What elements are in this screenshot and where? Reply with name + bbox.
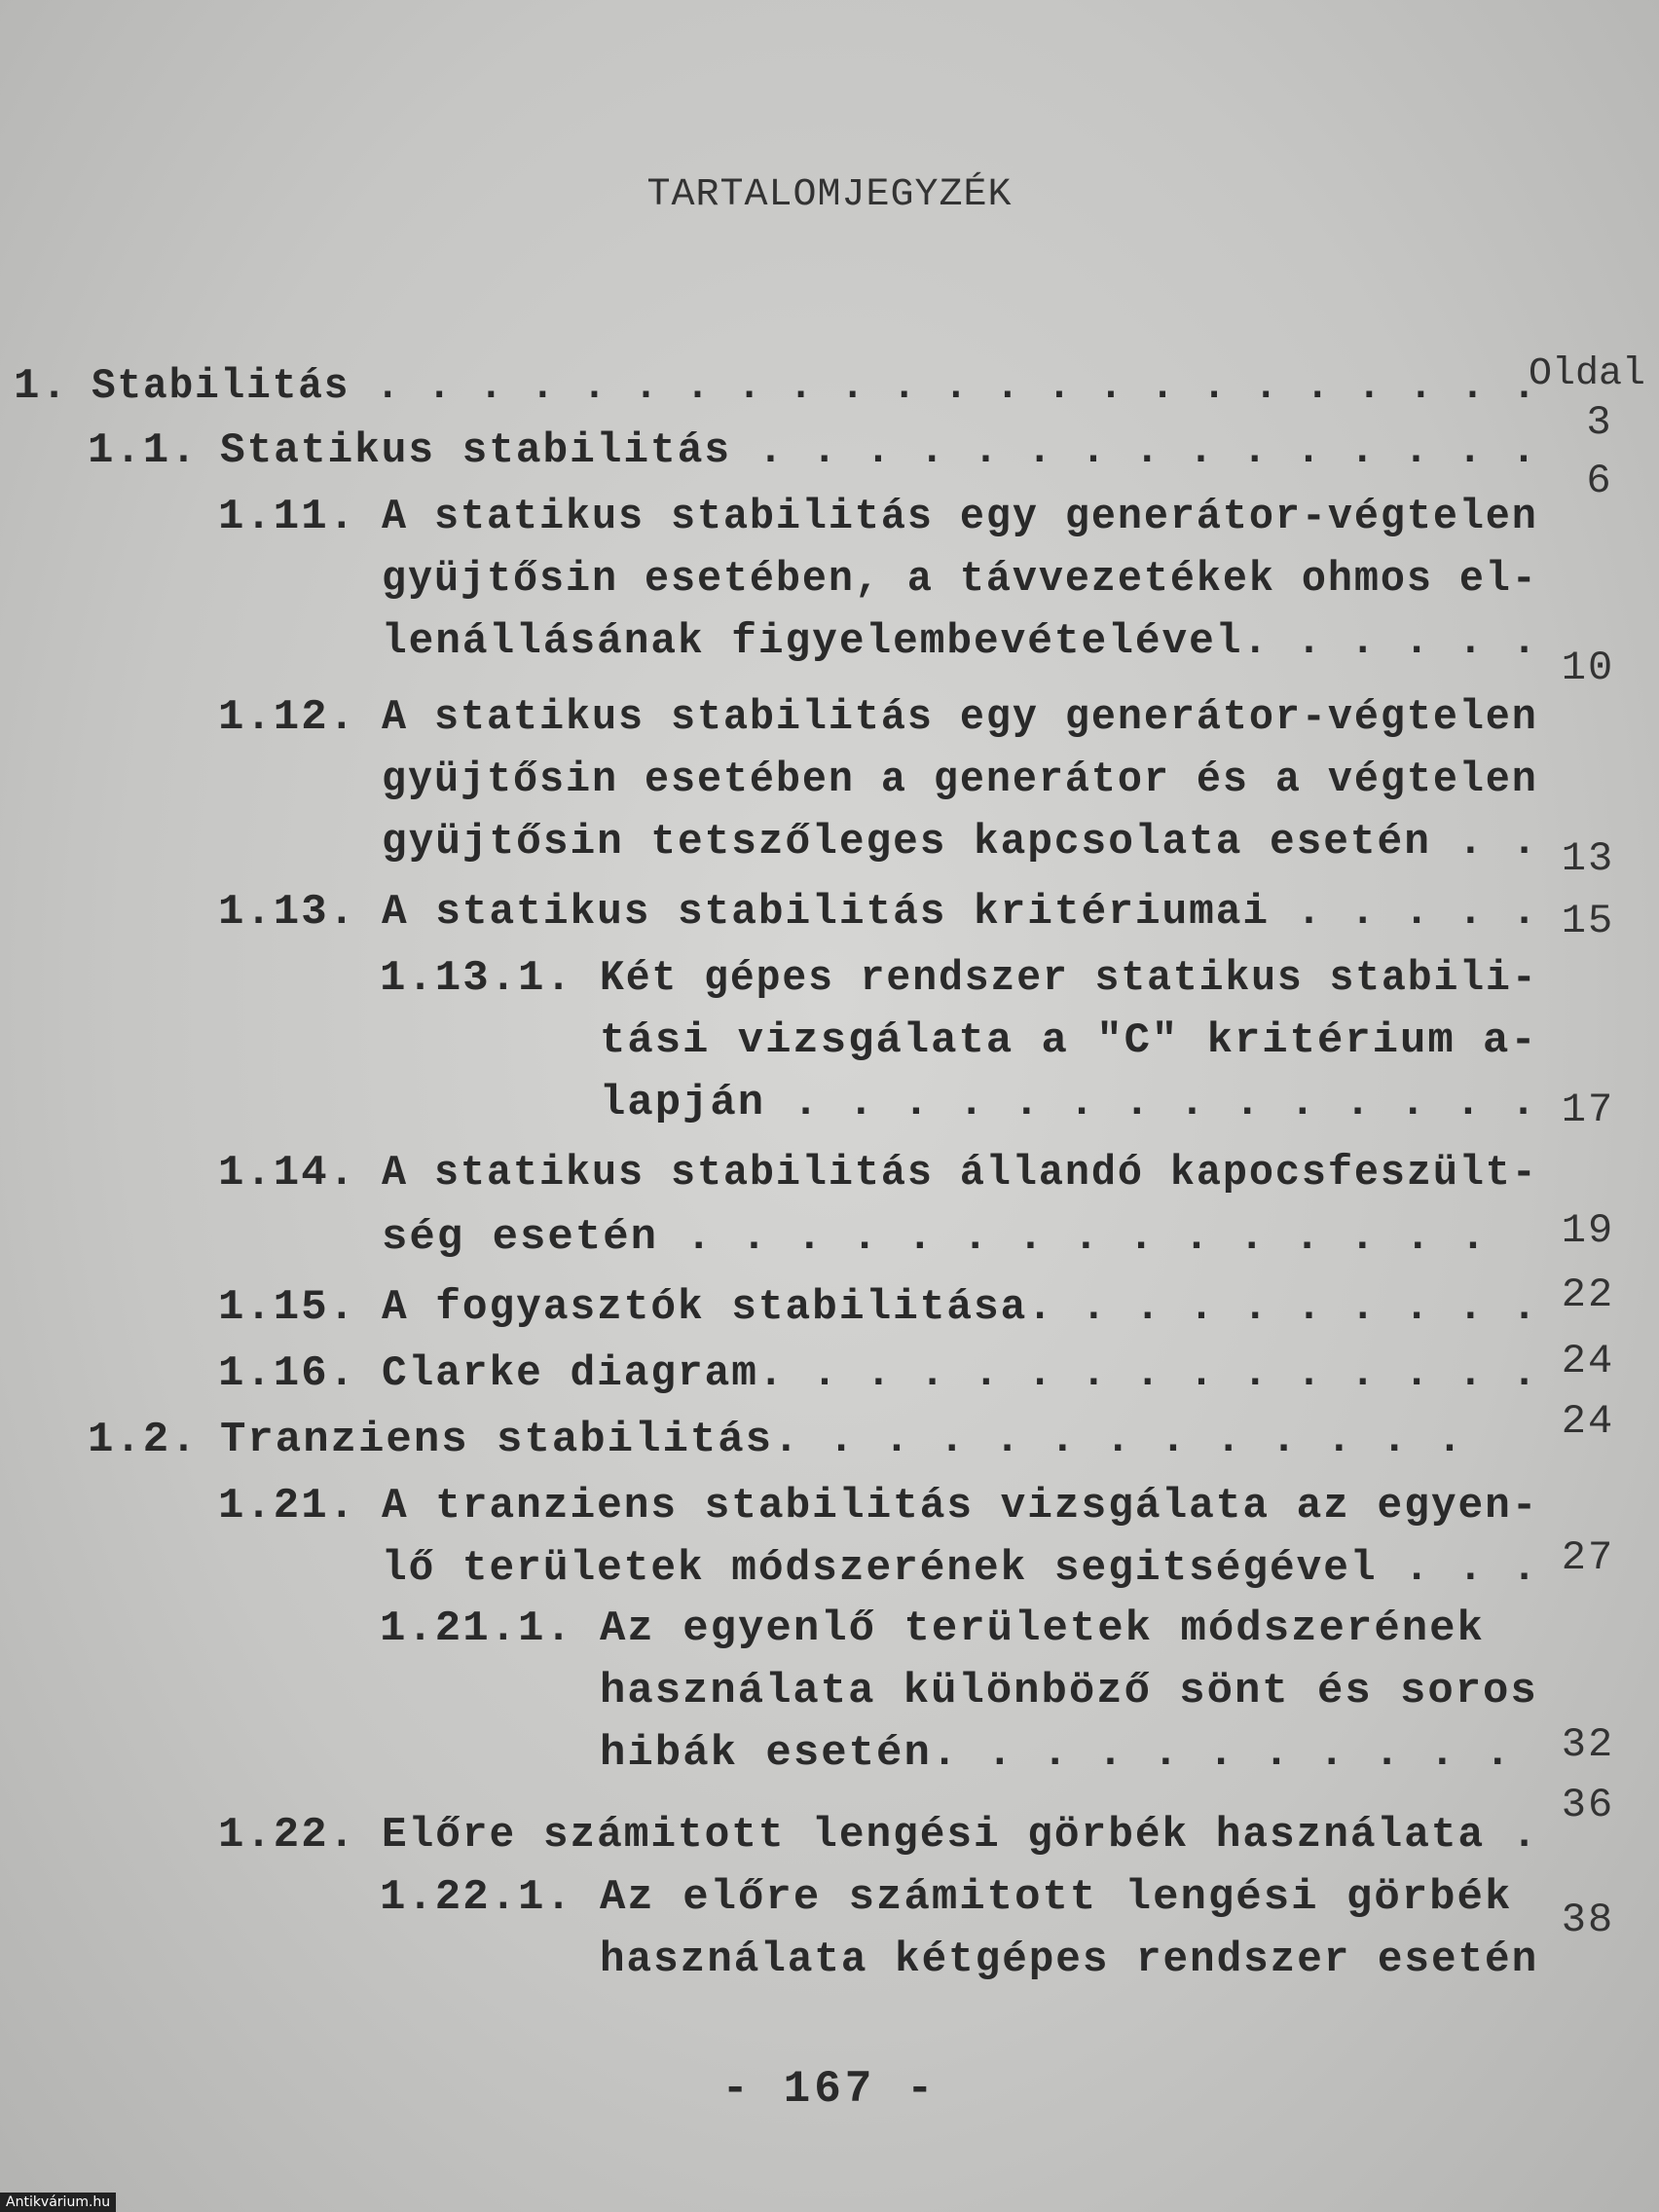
toc-entry-text: tási vizsgálata a "C" kritérium a- xyxy=(600,1016,1538,1065)
toc-entry-page: 13 xyxy=(1561,835,1615,882)
watermark: Antikvárium.hu xyxy=(0,2193,116,2212)
toc-entry-text: gyüjtősin tetszőleges kapcsolata esetén . . xyxy=(382,818,1539,866)
toc-entry-text: Stabilitás . . . . . . . . . . . . . . . . . . . . . . . xyxy=(92,362,1538,411)
toc-entry-number: 1.2. xyxy=(88,1416,199,1464)
toc-entry-page: 32 xyxy=(1561,1721,1615,1768)
toc-entry-page: 36 xyxy=(1561,1782,1615,1828)
toc-entry-number: 1.22. xyxy=(218,1811,357,1860)
toc-entry-text: Statikus stabilitás . . . . . . . . . . . . . . . xyxy=(220,426,1538,475)
toc-entry-text: A statikus stabilitás egy generátor-végtelen xyxy=(382,493,1538,541)
toc-entry-text: használata különböző sönt és soros xyxy=(600,1667,1538,1715)
toc-entry-text: Előre számitott lengési görbék használata . xyxy=(382,1811,1539,1860)
toc-entry-page: 19 xyxy=(1561,1207,1615,1254)
toc-entry-text: A fogyasztók stabilitása. . . . . . . . . . xyxy=(382,1283,1539,1332)
toc-entry-number: 1.13. xyxy=(218,888,357,937)
toc-entry-text: lapján . . . . . . . . . . . . . . xyxy=(600,1079,1538,1127)
toc-entry-page: 3 xyxy=(1586,399,1613,446)
toc-entry-page: 38 xyxy=(1561,1897,1615,1943)
toc-entry-number: 1.21. xyxy=(218,1482,357,1530)
toc-entry-number: 1. xyxy=(14,362,69,411)
toc-entry-text: ség esetén . . . . . . . . . . . . . . . xyxy=(382,1213,1489,1262)
toc-entry-number: 1.1. xyxy=(88,426,199,475)
toc-entry-number: 1.12. xyxy=(218,693,357,742)
toc-entry-text: gyüjtősin esetében, a távvezetékek ohmos el- xyxy=(382,555,1538,604)
toc-entry-text: A tranziens stabilitás vizsgálata az egyen- xyxy=(382,1482,1539,1530)
toc-entry-page: 27 xyxy=(1561,1534,1615,1581)
toc-entry-number: 1.21.1. xyxy=(380,1604,573,1653)
toc-entry-text: A statikus stabilitás kritériumai . . . . . xyxy=(382,888,1539,937)
toc-entry-page: 24 xyxy=(1561,1338,1615,1384)
toc-entry-text: Az egyenlő területek módszerének xyxy=(600,1604,1485,1653)
toc-entry-text: lő területek módszerének segitségével . . . xyxy=(382,1544,1539,1593)
toc-entry-text: Az előre számitott lengési görbék xyxy=(600,1873,1513,1922)
toc-entry-number: 1.15. xyxy=(218,1283,357,1332)
toc-entry-text: lenállásának figyelembevételével. . . . . . xyxy=(382,617,1539,666)
toc-entry-text: hibák esetén. . . . . . . . . . . xyxy=(600,1729,1513,1778)
toc-entry-text: Clarke diagram. . . . . . . . . . . . . . . xyxy=(382,1349,1539,1398)
toc-entry-number: 1.14. xyxy=(218,1149,357,1198)
toc-entry-text: Két gépes rendszer statikus stabili- xyxy=(600,954,1538,1003)
page-column-label: Oldal xyxy=(1528,352,1645,396)
toc-entry-number: 1.16. xyxy=(218,1349,357,1398)
toc-entry-page: 6 xyxy=(1586,458,1613,504)
toc-entry-page: 24 xyxy=(1561,1398,1615,1445)
toc-entry-text: A statikus stabilitás állandó kapocsfeszült- xyxy=(382,1149,1538,1198)
toc-entry-text: Tranziens stabilitás. . . . . . . . . . . . . xyxy=(220,1416,1465,1464)
toc-entry-text: A statikus stabilitás egy generátor-végtelen xyxy=(382,693,1538,742)
toc-entry-number: 1.11. xyxy=(218,493,357,541)
toc-entry-page: 15 xyxy=(1561,898,1615,944)
toc-entry-page: 22 xyxy=(1561,1272,1615,1318)
toc-entry-text: gyüjtősin esetében a generátor és a végtelen xyxy=(382,756,1538,804)
toc-entry-text: használata kétgépes rendszer esetén xyxy=(600,1936,1539,1984)
page-number-footer: - 167 - xyxy=(721,2064,938,2115)
toc-entry-number: 1.13.1. xyxy=(380,954,573,1003)
toc-entry-page: 17 xyxy=(1561,1087,1615,1133)
toc-entry-page: 10 xyxy=(1561,645,1615,691)
page-title: TARTALOMJEGYZÉK xyxy=(646,173,1013,217)
toc-entry-number: 1.22.1. xyxy=(380,1873,573,1922)
